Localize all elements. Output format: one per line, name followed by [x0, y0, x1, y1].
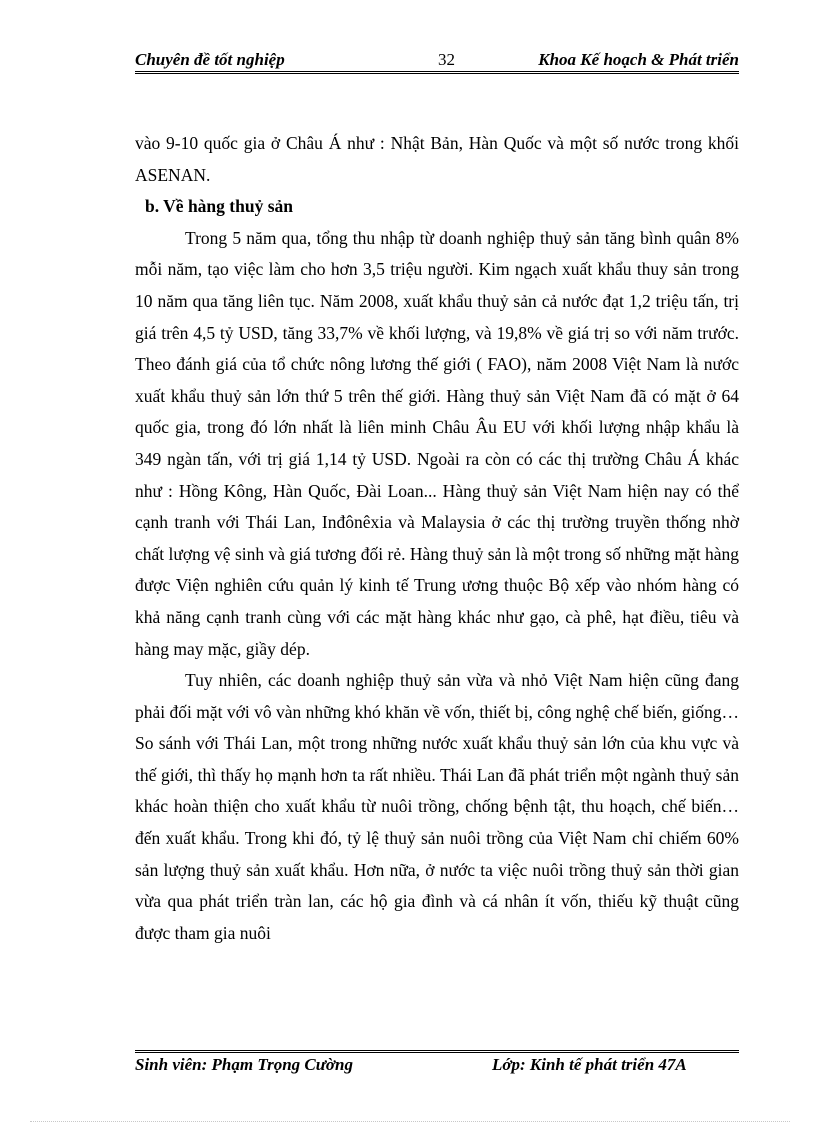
page-header: [135, 48, 739, 72]
page-number: 32: [438, 50, 455, 69]
page-edge-divider: [30, 1121, 790, 1122]
footer-class: Lớp: Kinh tế phát triển 47A: [492, 1055, 687, 1074]
paragraph-aquatic-products: Trong 5 năm qua, tổng thu nhập từ doanh nghiệp thuỷ sản tăng bình quân 8% mỗi năm, tạo việc làm cho hơn 3,5 triệu người. Kim ngạch xuất khẩu thuy sản trong 10 năm qua tăng liên tục. Năm 2008, xuất khẩu thuỷ sản cả nước đạt 1,2 triệu tấn, trị giá trên 4,5 tỷ USD, tăng 33,7% về khối lượng, và 19,8% về giá trị so với năm trước. Theo đánh giá của tổ chức nông lương thế giới ( FAO), năm 2008 Việt Nam là nước xuất khẩu thuỷ sản lớn thứ 5 trên thế giới. Hàng thuỷ sản Việt Nam đã có mặt ở 64 quốc gia, trong đó lớn nhất là liên minh Châu Âu EU với khối lượng nhập khẩu là 349 ngàn tấn, với trị giá 1,14 tỷ USD. Ngoài ra còn có các thị trường Châu Á khác như : Hồng Kông, Hàn Quốc, Đài Loan... Hàng thuỷ sản Việt Nam hiện nay có thể cạnh tranh với Thái Lan, Inđônêxia và Malaysia ở các thị trường truyền thống nhờ chất lượng vệ sinh và giá tương đối rẻ. Hàng thuỷ sản là một trong số những mặt hàng được Viện nghiên cứu quản lý kinh tế Trung ương thuộc Bộ xếp vào nhóm hàng có khả năng cạnh tranh cùng với các mặt hàng khác như gạo, cà phê, hạt điều, tiêu và hàng may mặc, giầy dép.: [135, 227, 739, 659]
footer-rule: [135, 1050, 739, 1053]
document-body: [135, 128, 739, 949]
paragraph-challenges: Tuy nhiên, các doanh nghiệp thuỷ sản vừa và nhỏ Việt Nam hiện cũng đang phải đối mặt với vô vàn những khó khăn về vốn, thiết bị, công nghệ chế biến, giống…So sánh với Thái Lan, một trong những nước xuất khẩu thuỷ sản lớn của khu vực và thế giới, thì thấy họ mạnh hơn ta rất nhiều. Thái Lan đã phát triển một ngành thuỷ sản khác hoàn thiện cho xuất khẩu từ nuôi trồng, chống bệnh tật, thu hoạch, chế biến… đến xuất khẩu. Trong khi đó, tỷ lệ thuỷ sản nuôi trồng của Việt Nam chỉ chiếm 60% sản lượng thuỷ sản xuất khẩu. Hơn nữa, ở nước ta việc nuôi trồng thuỷ sản thời gian vừa qua phát triển tràn lan, các hộ gia đình và cá nhân ít vốn, thiếu kỹ thuật cũng được tham gia nuôi: [135, 670, 739, 943]
header-rule: [135, 71, 739, 74]
page-footer: [135, 1055, 739, 1079]
section-subheading: b. Về hàng thuỷ sản: [145, 196, 293, 217]
header-title: Chuyên đề tốt nghiệp: [135, 50, 285, 69]
header-department: Khoa Kế hoạch & Phát triển: [538, 50, 739, 69]
footer-student: Sinh viên: Phạm Trọng Cường: [135, 1055, 354, 1074]
paragraph-continued: vào 9-10 quốc gia ở Châu Á như : Nhật Bản, Hàn Quốc và một số nước trong khối ASENAN.: [135, 133, 739, 185]
